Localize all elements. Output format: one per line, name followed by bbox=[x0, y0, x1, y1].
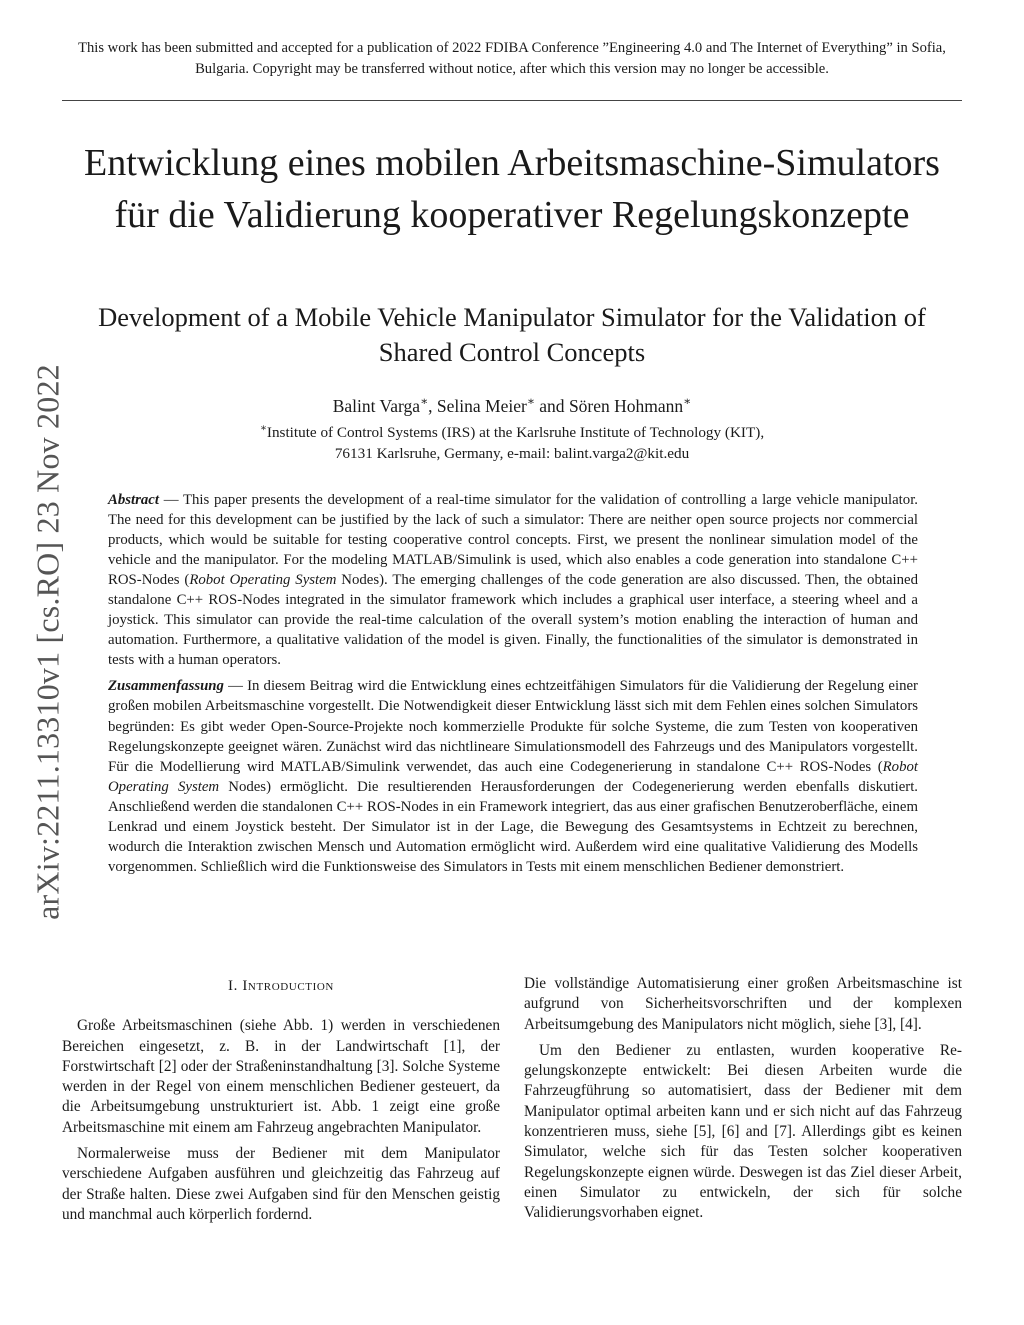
abstract-german: Zusammenfassung — In diesem Beitrag wird die Entwicklung eines echtzeitfähigen Simulators für die Validierung der Regelung einer großen mobilen Arbeitsmaschine vorgestellt. Die Notwendigkeit dieser Entwicklung lässt sich mit dem Fehlen eines solchen Simulators begründen: Es gibt weder Open-Source-Projekte noch kommerzielle Produkte für solche Systeme, die zum Testen von kooperativen Regelungskonzepte geeignet wären. Zunächst wird das nichtlineare Simulationsmodell des Fahrzeugs und des Manipulators vorgestellt. Für die Modellierung wird MATLAB/Simulink verwendet, das auch eine Codegenerierung in standalone C++ ROS-Nodes (Robot Operating System Nodes) ermöglicht. Die resultierenden Herausforderungen der Codegenerierung werden ebenfalls diskutiert. Anschließend werden die standalonen C++ ROS-Nodes in ein Framework integriert, das aus einer grafischen Benutzeroberfläche, einem Lenkrad und einem Joystick besteht. Der Simulator ist in der Lage, die Bewegung des Gesamtsystems in Echtzeit zu berechnen, wodurch die Interaktion zwischen Mensch und Automation ermöglicht wird. Außerdem wird eine qualitative Validierung des Modells vorgenommen. Schließlich wird die Funktionsweise des Simulators in Tests mit einem menschlichen Bediener demonstriert. bbox=[108, 678, 919, 875]
paper-title: Entwicklung eines mobilen Arbeitsmaschine-Simulators für die Validierung kooperativer Regelungskonzepte bbox=[84, 142, 940, 236]
author-separator: and bbox=[534, 396, 569, 416]
affiliation-mark: ∗ bbox=[683, 394, 692, 409]
affiliation-mark: ∗ bbox=[420, 394, 429, 409]
abstract-block bbox=[108, 490, 918, 877]
abstract-english: Abstract — This paper presents the development of a real-time simulator for the validation of controlling a large vehicle manipulator. The need for this development can be justified by the lack of such a simulator: There are neither open source projects nor commercial products, which would be suitable for testing cooperative control concepts. First, we present the nonlinear simulation model of the vehicle and the manipulator. For the modeling MATLAB/Simulink is used, which also enables a code generation into standalone C++ ROS-Nodes (Robot Operating System Nodes). The emerging challenges of the code generation are also discussed. Then, the obtained standalone C++ ROS-Nodes integrated in the simulator framework which includes a graphical user interface, a steering wheel and a joystick. This simulator can provide the real-time calculation of the overall system’s motion enabling the interaction of human and automation. Furthermore, a qualitative validation of the model is given. Finally, the functionalities of the simulator is demonstrated in tests with a human operators. bbox=[108, 492, 919, 669]
right-column bbox=[524, 974, 962, 1224]
paragraph: Normalerweise muss der Bediener mit dem Manipulator verschiedene Aufgaben ausführen und gleichzeitig das Fahrzeug auf der Straße halten. Diese zwei Aufgaben sind für den Menschen geistig und manchmal auch körperlich fordernd. bbox=[62, 1145, 500, 1223]
affiliation-address: 76131 Karlsruhe, Germany, e-mail: balint.varga2@kit.edu bbox=[334, 445, 690, 462]
abstract-label: Abstract bbox=[108, 492, 159, 508]
section-heading-introduction: I. Introduction bbox=[228, 978, 334, 994]
author-separator: , bbox=[428, 396, 437, 416]
author-name: Sören Hohmann bbox=[568, 396, 684, 416]
affiliation-mark: ∗ bbox=[526, 394, 535, 409]
paragraph: Große Arbeitsmaschinen (siehe Abb. 1) werden in verschiedenen Bereichen eingesetzt, z. B. in der Landwirtschaft [1], der Forstwirtschaft [2] oder der Straßeninstandhaltung [3]. Solche Systeme werden in der Regel von einem menschlichen Bediener gesteuert, da die Arbeitsumgebung unstrukturiert ist. Abb. 1 zeigt eine große Arbeitsmaschine mit einem am Fahrzeug angebrachten Manipulator. bbox=[62, 1017, 500, 1136]
affiliation bbox=[62, 422, 962, 464]
paragraph: Um den Bediener zu entlasten, wurden kooperative Regelungskonzepte entwickelt: Bei diesen Arbeiten wurde die Fahrzeugführung so automatisiert, dass der Bediener mit dem Manipulator optimal arbeiten kann und er sich nicht auf das Fahrzeug konzentrieren muss, siehe [5], [6] and [7]. Allerdings gibt es keinen Simulator, welche sich für das Testen solcher kooperativen Regelungskonzepte eignen würde. Deswegen ist das Ziel dieser Arbeit, einen Simulator zu entwickeln, der sich für solche Validierungsvorhaben eignet. bbox=[524, 1041, 962, 1222]
left-column bbox=[62, 976, 500, 1225]
copyright-notice: This work has been submitted and accepted for a publication of 2022 FDIBA Conference ”Engineering 4.0 and The Internet of Everything” in Sofia, Bulgaria. Copyright may be transferred without notice, after which this version may no longer be accessible. bbox=[78, 40, 946, 77]
author-name: Selina Meier bbox=[436, 396, 527, 416]
header-rule bbox=[62, 100, 962, 101]
paragraph: Die vollständige Automatisierung einer großen Arbeitsmaschine ist aufgrund von Sicherheitsvorschriften und der komplexen Arbeitsumgebung des Manipulators nicht möglich, siehe [3], [4]. bbox=[524, 975, 962, 1033]
affiliation-line: ∗Institute of Control Systems (IRS) at the Karlsruhe Institute of Technology (KIT), bbox=[259, 422, 765, 441]
arxiv-identifier: arXiv:2211.13310v1 [cs.RO] 23 Nov 2022 bbox=[29, 364, 66, 920]
affiliation-mark: ∗ bbox=[259, 422, 267, 434]
author-name: Balint Varga bbox=[332, 396, 421, 416]
author-list bbox=[62, 394, 962, 418]
paper-subtitle: Development of a Mobile Vehicle Manipulator Simulator for the Validation of Shared Control Concepts bbox=[98, 302, 926, 367]
zusammenfassung-label: Zusammenfassung bbox=[108, 678, 224, 695]
